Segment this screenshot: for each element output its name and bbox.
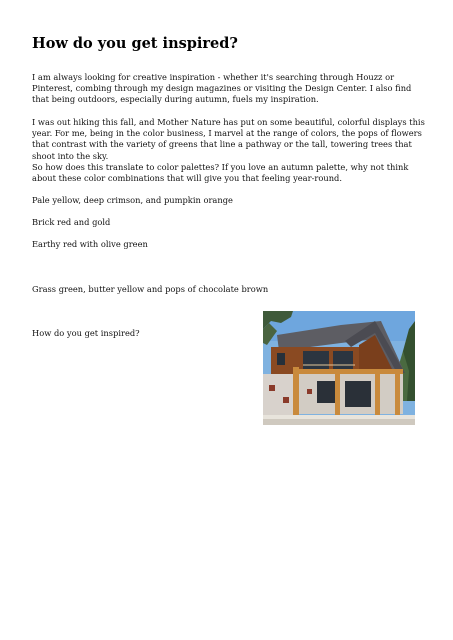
palette-line-2: Brick red and gold xyxy=(32,217,111,227)
post xyxy=(395,371,400,415)
house-illustration xyxy=(263,311,415,425)
closing-question: How do you get inspired? xyxy=(32,328,140,338)
ground-shadow xyxy=(263,419,415,425)
house-photo xyxy=(263,311,415,425)
glass-door xyxy=(345,381,371,407)
hiking-paragraph: I was out hiking this fall, and Mother Nature has put on some beautiful, colorful displays this year. For me, being in the color business, I marvel at the range of colors, the pops of flowers that contrast with the variety of greens that line a pathway or the tall, towering trees that shoot into the sky. xyxy=(32,117,425,161)
wrap-label xyxy=(307,389,312,394)
window xyxy=(277,353,285,365)
palette-question-paragraph: So how does this translate to color palettes? If you love an autumn palette, why not think about these color combinations that will give you that feeling year-round. xyxy=(32,162,409,184)
balcony-deck xyxy=(299,369,403,374)
window xyxy=(303,351,329,369)
palette-line-4: Grass green, butter yellow and pops of chocolate brown xyxy=(32,284,269,294)
palette-line-1: Pale yellow, deep crimson, and pumpkin orange xyxy=(32,195,233,205)
lower-window xyxy=(317,381,337,403)
post xyxy=(293,367,299,419)
page-title: How do you get inspired? xyxy=(32,35,238,52)
palette-line-3: Earthy red with olive green xyxy=(32,239,148,249)
wrap-label xyxy=(269,385,275,391)
wrap-label xyxy=(283,397,289,403)
post xyxy=(335,373,340,417)
window xyxy=(333,351,353,369)
post xyxy=(375,373,380,415)
intro-paragraph: I am always looking for creative inspiration - whether it's searching through Houzz or Pinterest, combing through my design magazines or visiting the Design Center. I also find that being outdoors, especially during autumn, fuels my inspiration. xyxy=(32,72,412,105)
